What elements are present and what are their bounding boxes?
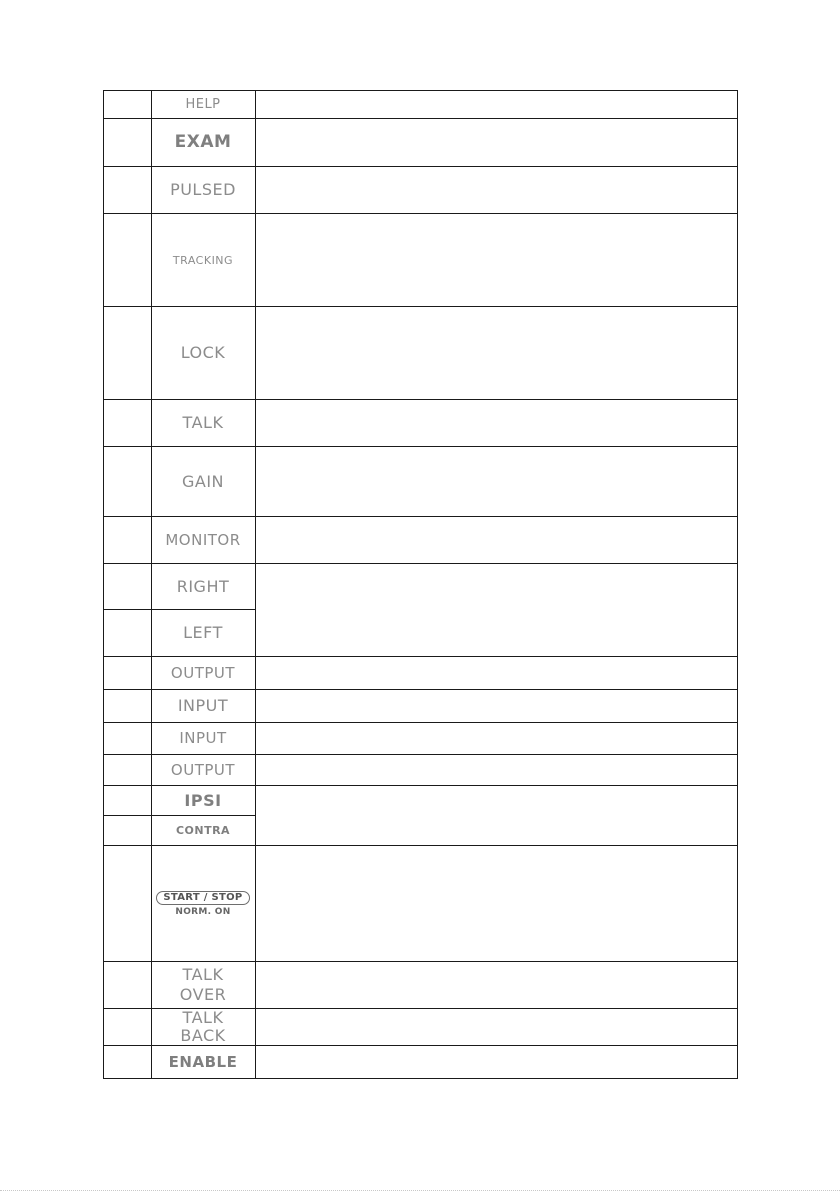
norm-on-label: NORM. ON — [175, 906, 231, 917]
talk-over-line-1: TALK — [182, 965, 224, 984]
right-key-label: RIGHT — [176, 576, 230, 596]
gain-key-label: GAIN — [181, 471, 225, 491]
talk-back-line-1: TALK — [182, 1008, 224, 1027]
talk-back-key-label — [151, 1009, 255, 1045]
lock-key-label: LOCK — [180, 343, 226, 362]
tracking-key-label: TRACKING — [172, 253, 234, 267]
column-divider-2 — [255, 91, 256, 1078]
talk-back-line-2: BACK — [180, 1026, 226, 1045]
input-key-label-2: INPUT — [179, 729, 227, 747]
output-key-label-2: OUTPUT — [170, 760, 236, 779]
help-key-label: HELP — [185, 97, 221, 112]
start-stop-label: START / STOP — [156, 891, 249, 905]
ipsi-key-label: IPSI — [184, 790, 222, 810]
exam-key-label: EXAM — [174, 132, 232, 152]
monitor-key-label: MONITOR — [165, 530, 241, 549]
contra-key-label: CONTRA — [175, 824, 231, 837]
page-bottom-rule — [0, 1190, 840, 1191]
start-stop-key — [151, 846, 255, 961]
left-key-label: LEFT — [183, 623, 223, 642]
output-key-label: OUTPUT — [170, 663, 236, 682]
enable-key-label: ENABLE — [168, 1052, 238, 1071]
talk-over-line-2: OVER — [179, 985, 227, 1004]
talk-key-label: TALK — [182, 413, 224, 432]
pulsed-key-label: PULSED — [170, 180, 236, 199]
talk-over-key-label — [151, 962, 255, 1008]
input-key-label: INPUT — [177, 696, 229, 715]
